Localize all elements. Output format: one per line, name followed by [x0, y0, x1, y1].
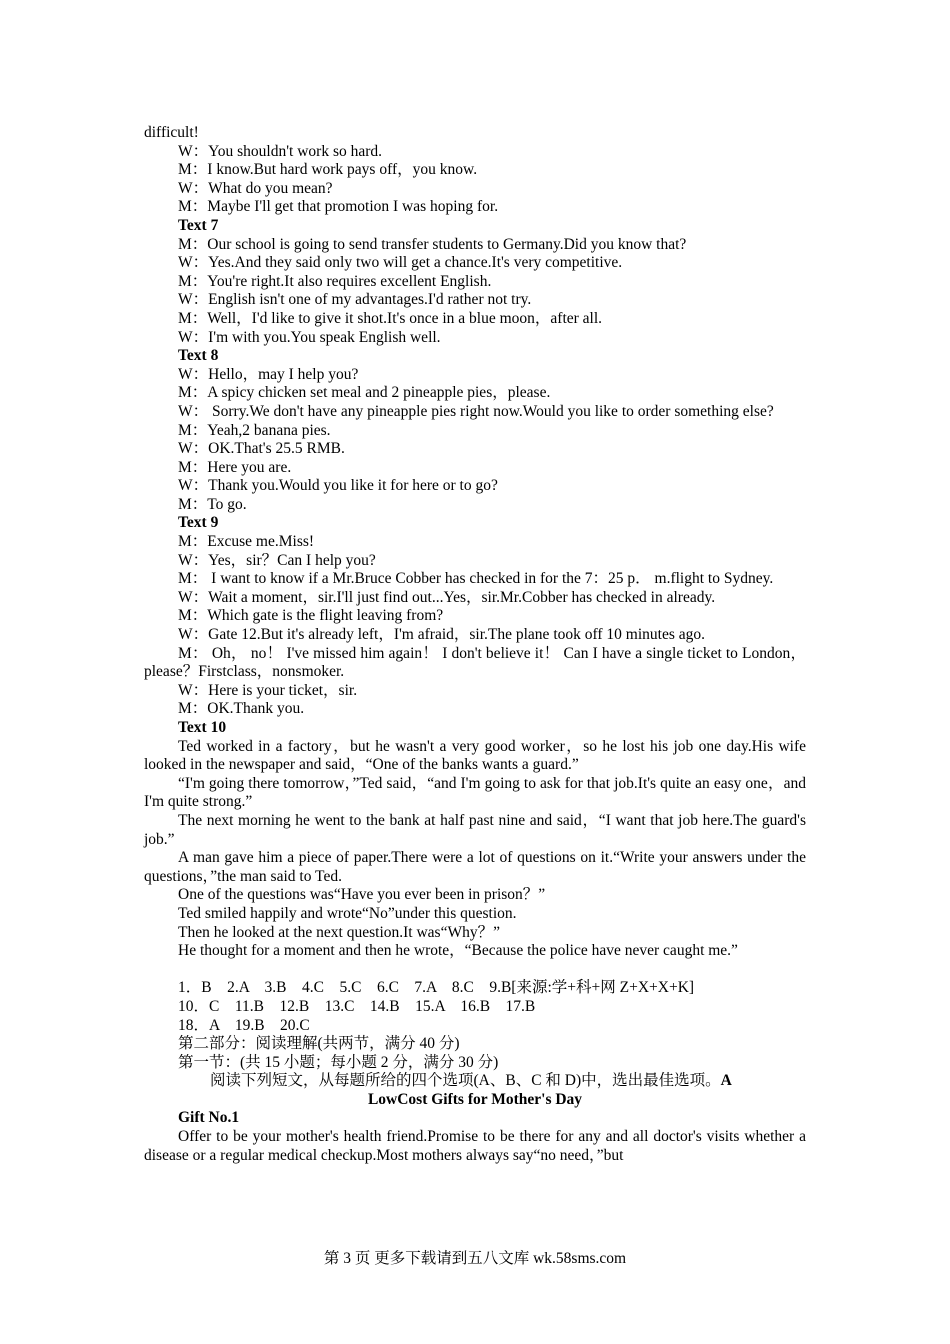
answer-key-line: 1．B 2.A 3.B 4.C 5.C 6.C 7.A 8.C 9.B[来源:学+科+网 Z+X+X+K] — [178, 979, 695, 997]
article-title: LowCost Gifts for Mother's Day — [367, 1090, 583, 1108]
dialogue-line: M：Which gate is the flight leaving from? — [178, 607, 444, 625]
dialogue-line: W：What do you mean? — [178, 179, 333, 197]
dialogue-line: M：I know.But hard work pays off，you know. — [178, 161, 478, 179]
part2-title: 第二部分：阅读理解(共两节，满分 40 分) — [178, 1035, 460, 1053]
dialogue-line: W：Yes.And they said only two will get a chance.It's very competitive. — [178, 254, 623, 272]
dialogue-line: W：Thank you.Would you like it for here or to go? — [178, 477, 498, 495]
dialogue-line: W：I'm with you.You speak English well. — [178, 328, 441, 346]
dialogue-line: W：OK.That's 25.5 RMB. — [178, 440, 345, 458]
gift-paragraph: Offer to be your mother's health friend.Promise to be there for any and all doctor's visits whether a disease or a regular medical checkup.Most mothers always say“no need，”but — [144, 1128, 806, 1164]
dialogue-line: M：Yeah,2 banana pies. — [178, 421, 331, 439]
dialogue-line: M：You're right.It also requires excellent English. — [178, 272, 492, 290]
text10-heading: Text 10 — [178, 719, 227, 736]
dialogue-line: M：Maybe I'll get that promotion I was hoping for. — [178, 198, 499, 216]
dialogue-line: M：OK.Thank you. — [178, 700, 305, 718]
spacer — [144, 961, 806, 980]
dialogue-line: W：You shouldn't work so hard. — [178, 142, 383, 160]
instruction-text: 阅读下列短文，从每题所给的四个选项(A、B、C 和 D)中，选出最佳选项。 — [210, 1072, 721, 1090]
story-paragraph: A man gave him a piece of paper.There were a lot of questions on it.“Write your answers under the questions，”the man said to Ted. — [144, 849, 806, 885]
dialogue-line: M：A spicy chicken set meal and 2 pineapple pies，please. — [178, 384, 551, 402]
page-content — [144, 124, 806, 1165]
dialogue-line: M：To go. — [178, 495, 247, 513]
text9-heading: Text 9 — [178, 514, 219, 532]
dialogue-line: W： Sorry.We don't have any pineapple pies right now.Would you like to order something else? — [178, 402, 774, 420]
instruction-line — [144, 1072, 806, 1091]
answer-key-line: 18．A 19.B 20.C — [178, 1016, 310, 1034]
text8-heading: Text 8 — [178, 347, 219, 365]
dialogue-line: M：Well，I'd like to give it shot.It's once in a blue moon，after all. — [178, 309, 603, 327]
dialogue-line: W：Here is your ticket，sir. — [178, 681, 358, 699]
story-paragraph: He thought for a moment and then he wrote，“Because the police have never caught me.” — [178, 942, 738, 960]
answer-key-line: 10．C 11.B 12.B 13.C 14.B 15.A 16.B 17.B — [178, 997, 536, 1015]
dialogue-line: W：Yes，sir？Can I help you? — [178, 551, 376, 569]
dialogue-line: M： I want to know if a Mr.Bruce Cobber has checked in for the 7：25 p． m.flight to Sydney. — [178, 570, 774, 588]
story-paragraph: The next morning he went to the bank at half past nine and said，“I want that job here.The guard's job.” — [144, 811, 806, 848]
story-paragraph: Ted worked in a factory，but he wasn't a very good worker，so he lost his job one day.His wife looked in the newspaper and said，“One of the banks wants a guard.” — [144, 737, 806, 774]
story-paragraph: “I'm going there tomorrow，”Ted said，“and I'm going to ask for that job.It's quite an easy one，and I'm quite strong.” — [144, 774, 806, 811]
page-footer: 第 3 页 更多下载请到五八文库 wk.58sms.com — [323, 1250, 627, 1267]
passage-label: A — [720, 1072, 732, 1090]
dialogue-line: M：Here you are. — [178, 458, 292, 476]
section1-title: 第一节：(共 15 小题；每小题 2 分，满分 30 分) — [178, 1053, 499, 1071]
dialogue-line: M： Oh， no！ I've missed him again！ I don't believe it！ Can I have a single ticket to London，please？Firstclass，nonsmoker. — [144, 644, 806, 681]
story-paragraph: Ted smiled happily and wrote“No”under this question. — [178, 904, 517, 922]
dialogue-line: W：Gate 12.But it's already left，I'm afraid，sir.The plane took off 10 minutes ago. — [178, 626, 706, 644]
dialogue-line: M：Our school is going to send transfer students to Germany.Did you know that? — [178, 235, 687, 253]
story-paragraph: Then he looked at the next question.It was“Why？” — [178, 923, 500, 941]
dialogue-line: M：Excuse me.Miss! — [178, 533, 315, 551]
gift-heading: Gift No.1 — [178, 1109, 240, 1127]
text-line: difficult! — [144, 124, 199, 141]
dialogue-line: W：Wait a moment，sir.I'll just find out...Yes，sir.Mr.Cobber has checked in already. — [178, 588, 716, 606]
text7-heading: Text 7 — [178, 216, 219, 234]
dialogue-line: W：English isn't one of my advantages.I'd rather not try. — [178, 291, 532, 309]
dialogue-line: W：Hello，may I help you? — [178, 365, 359, 383]
story-paragraph: One of the questions was“Have you ever been in prison？” — [178, 886, 546, 904]
